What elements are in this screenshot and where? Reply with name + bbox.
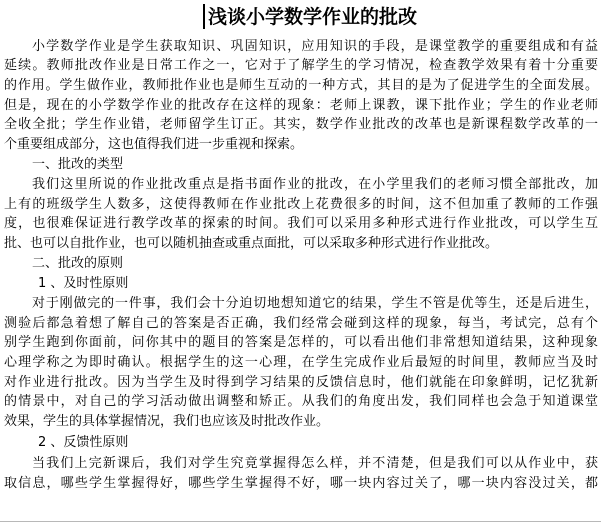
- sub1-line: 对作业进行批改。因为当学生及时得到学习结果的反馈信息时，他们就能在印象鲜明，记忆犹新: [4, 375, 598, 390]
- intro-line: 个重要组成部分，这也值得我们进一步重视和探索。: [4, 137, 304, 152]
- subheading-feedback: 2 、反馈性原则: [38, 435, 129, 450]
- sub1-line: 心理学称之为即时确认。根据学生的这一心理，在学生完成作业后最短的时间里，教师应当及时: [4, 355, 598, 370]
- intro-line: 小学数学作业是学生获取知识、巩固知识，应用知识的手段，是课堂教学的重要组成和有益: [32, 39, 598, 54]
- sub1-line: 测验后都急着想了解自己的答案是否正确，我们经常会碰到这样的现象，每当，考试完，总有个: [4, 316, 598, 331]
- section1-line: 我们这里所说的作业批改重点是指书面作业的批改，在小学里我们的老师习惯全部批改，加: [32, 177, 598, 192]
- sub1-line: 效果，学生的具体掌握情况，我们也应该及时批改作业。: [4, 414, 330, 429]
- section1-line: 批、也可以自批作业，也可以随机抽查或重点面批，可以采取多种形式进行作业批改。: [4, 236, 499, 251]
- section1-line: 上有的班级学生人数多，这使得教师在作业批改上花费很多的时间，这不但加重了教师的工作强: [4, 197, 598, 212]
- subheading-timeliness: 1 、及时性原则: [38, 276, 129, 291]
- intro-line: 延续。教师批改作业是日常工作之一，它对于了解学生的学习情况，检查教学效果有着十分重要: [4, 58, 598, 73]
- intro-line: 全收全批；学生作业错，老师留学生订正。其实，数学作业批改的改革也是新课程数学改革的一: [4, 117, 598, 132]
- sub2-line: 当我们上完新课后，我们对学生究竟掌握得怎么样，并不清楚，但是我们可以从作业中，获: [32, 456, 598, 471]
- sub1-line: 的情景中，对自己的学习活动做出调整和矫正。从我们的角度出发，我们同样也会急于知道课堂: [4, 394, 598, 409]
- sub1-line: 对于刚做完的一件事，我们会十分迫切地想知道它的结果，学生不管是优等生，还是后进生，: [32, 296, 598, 311]
- section1-line: 度，也很难保证进行教学改革的探索的时间。我们可以采用多种形式进行作业批改，可以学生互: [4, 216, 598, 231]
- document-title: 浅谈小学数学作业的批改: [208, 6, 418, 28]
- sub2-line: 取信息，哪些学生掌握得好，哪些学生掌握得不好，哪一块内容过关了，哪一块内容没过关，都: [4, 476, 598, 491]
- section-heading-types: 一、批改的类型: [32, 157, 124, 172]
- text-cursor: [203, 4, 205, 29]
- page-bottom-edge: [0, 521, 601, 522]
- intro-line: 的作用。学生做作业，教师批作业也是师生互动的一种方式，其目的是为了促进学生的全面发展。: [4, 78, 598, 93]
- intro-line: 但是，现在的小学数学作业的批改存在这样的现象：老师上课教，课下批作业；学生的作业老师: [4, 98, 598, 113]
- sub1-line: 别学生跑到你面前，问你其中的题目的答案是怎样的，可以看出他们非常想知道结果，这种现象: [4, 335, 598, 350]
- section-heading-principles: 二、批改的原则: [32, 256, 124, 271]
